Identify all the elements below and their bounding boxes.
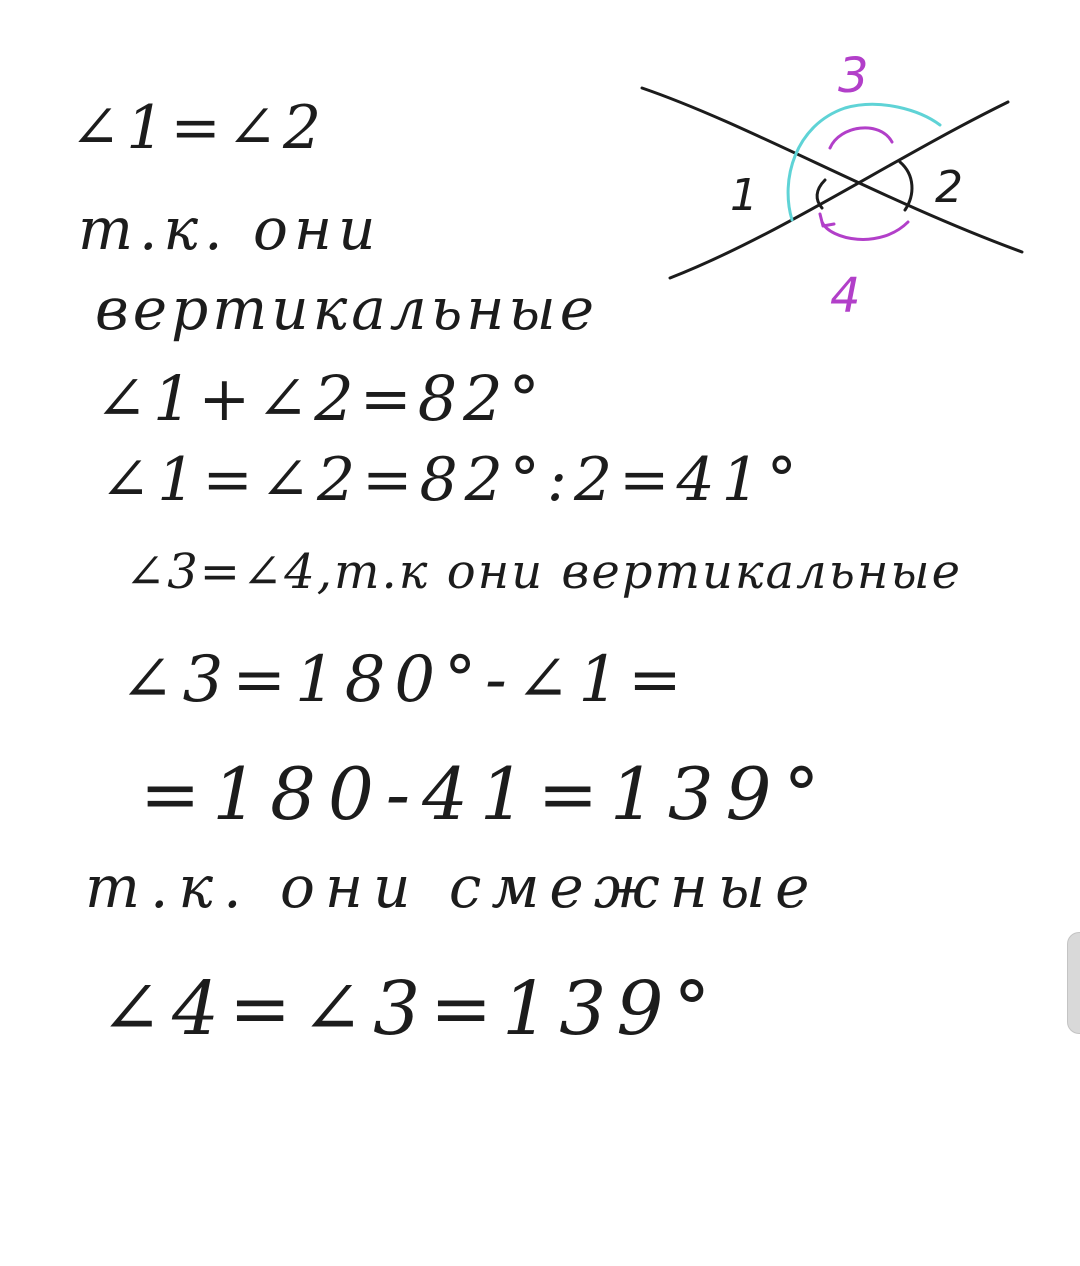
- diagram-label-2: 2: [935, 162, 963, 213]
- diagram-label-4: 4: [830, 268, 861, 324]
- line-angle3-result: =180-41=139°: [140, 752, 832, 836]
- line-vertical-word: вертикальные: [95, 275, 599, 343]
- side-scroll-handle[interactable]: [1067, 932, 1080, 1034]
- angle-4-arrow: [820, 214, 834, 226]
- intersecting-lines-diagram: [630, 30, 1050, 330]
- line-because-adjacent: т.к. они смежные: [85, 853, 820, 921]
- line-angle4-result: ∠4=∠3=139°: [100, 966, 721, 1052]
- diagram-label-1: 1: [730, 170, 758, 221]
- angle-3-arc-purple: [830, 128, 892, 148]
- line-division-equation: ∠1=∠2=82°:2=41°: [100, 445, 804, 515]
- line-because-they-are: т.к. они: [78, 195, 382, 263]
- line-angle3-formula: ∠3=180°-∠1=: [120, 643, 691, 717]
- line-sum-equation: ∠1+∠2=82°: [95, 362, 546, 435]
- diagram-svg: [630, 30, 1050, 330]
- line-angle-equality: ∠1=∠2: [70, 93, 328, 163]
- angle-3-arc-cyan: [788, 104, 940, 220]
- diagram-label-3: 3: [838, 48, 869, 104]
- line-angle3-angle4-vertical: ∠3=∠4,т.к они вертикальные: [125, 544, 962, 600]
